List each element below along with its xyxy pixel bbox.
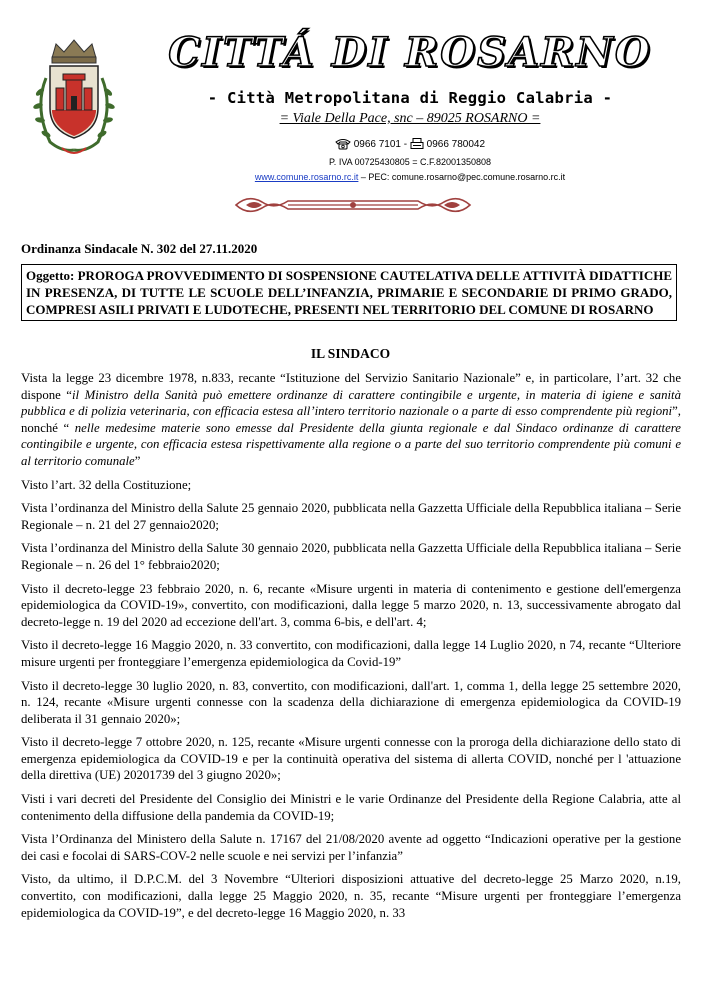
pec-address: – PEC: comune.rosarno@pec.comune.rosarno.rc.it — [358, 172, 566, 182]
fiscal-codes: P. IVA 00725430805 = C.F.82001350808 — [328, 157, 492, 167]
paragraph-constitution: Visto l’art. 32 della Costituzione; — [21, 477, 192, 492]
paragraph-law-833 — [21, 370, 681, 470]
paragraph-decree-33: Visto il decreto-legge 16 Maggio 2020, n. 33 convertito, con modificazioni, dalla legge 14 Luglio 2020, n 74, recante “Ulteriore misure urgenti per fronteggiare l’emergenza epidemiologica da Covid-19” — [21, 638, 681, 669]
paragraph-dpcm: Visti i vari decreti del Presidente del Consiglio dei Ministri e le varie Ordinanze del Presidente della Regione Calabria, atte al contenimento della diffusione della pandemia da COVID-19; — [21, 792, 681, 823]
metro-subtitle: - Città Metropolitana di Reggio Calabria - — [207, 89, 613, 107]
ordinance-number: Ordinanza Sindacale N. 302 del 27.11.2020 — [21, 241, 258, 256]
fax-number: 0966 780042 — [426, 139, 486, 150]
contact-line — [130, 138, 690, 152]
phone-number: 0966 7101 - — [353, 139, 408, 150]
quote-italic: nelle medesime materie sono emesse dal Presidente della giunta regionale e dal Sindaco ordinanze di carattere contingibile e urgente, con efficacia estesa rispettivamente alla regione o a parte del suo territorio comprendente più comuni e al territorio comunale — [21, 420, 681, 468]
text-span: ”, nonché “ — [21, 404, 681, 435]
paragraph-ordinance-30-jan: Vista l’ordinanza del Ministro della Salute 30 gennaio 2020, pubblicata nella Gazzetta Ufficiale della Repubblica italiana – Serie Regionale – n. 26 del 1° febbraio2020; — [21, 541, 681, 572]
address-line: = Viale Della Pace, snc – 89025 ROSARNO = — [279, 111, 541, 126]
fax-icon — [410, 138, 424, 150]
paragraph-dpcm-3-nov: Visto, da ultimo, il D.P.C.M. del 3 Novembre “Ulteriori disposizioni attuative del decreto-legge 25 Marzo 2020, n.19, convertito, con modificazioni, dalla legge 25 Maggio 2020, n. 35, recante “Misure urgenti per fronteggiare l’emergenza epidemiologica da COVID-19”, e del decreto-legge 16 Maggio 2020, n. 33 — [21, 872, 681, 920]
text-span: Vista la legge 23 dicembre 1978, n.833, recante “Istituzione del Servizio Sanitario Nazionale” e, in particolare, l’art. 32 che dispone “ — [21, 371, 681, 402]
city-crest-icon — [28, 38, 120, 162]
paragraph-decree-6: Visto il decreto-legge 23 febbraio 2020, n. 6, recante «Misure urgenti in materia di contenimento e gestione dell'emergenza epidemiologica da COVID-19», convertito, con modificazioni, dalla legge 5 marzo 2020, n. 13, successivamente abrogato dal decreto-legge n. 19 del 2020 ad eccezione dell'art. 3, comma 6-bis, e dell'art. 4; — [21, 581, 681, 629]
telephone-icon — [335, 138, 351, 150]
web-line — [130, 171, 690, 183]
paragraph-decree-125: Visto il decreto-legge 7 ottobre 2020, n. 125, recante «Misure urgenti connesse con la proroga della dichiarazione dello stato di emergenza epidemiologica da COVID-19 e per la continuità operativa del sistema di allerta COVID, nonché per l 'attuazione della direttiva (UE) 20201739 del 3 giugno 2020»; — [21, 735, 681, 783]
document-body — [21, 370, 681, 928]
paragraph-ordinance-25-jan: Vista l’ordinanza del Ministro della Salute 25 gennaio 2020, pubblicata nella Gazzetta Ufficiale della Repubblica italiana – Serie Regionale – n. 21 del 27 gennaio2020; — [21, 501, 681, 532]
ornament-divider-icon — [228, 190, 478, 220]
subject-box: Oggetto: PROROGA PROVVEDIMENTO DI SOSPENSIONE CAUTELATIVA DELLE ATTIVITÀ DIDATTICHE IN PRESENZA, DI TUTTE LE SCUOLE DELL’INFANZIA, PRIMARIE E SECONDARIE DI PRIMO GRADO, COMPRESI ASILI PRIVATI E LUDOTECHE, PRESENTI NEL TERRITORIO DEL COMUNE DI ROSARNO — [21, 264, 677, 321]
city-title: CITTÁ DI ROSARNO — [168, 29, 652, 76]
text-span: ” — [134, 453, 141, 468]
quote-italic: il Ministro della Sanità può emettere ordinanze di carattere contingibile e urgente, in materia di igiene e sanità pubblica e di polizia veterinaria, con efficacia estesa all’intero territorio nazionale o a parte di esso comprendente più regioni — [21, 387, 681, 419]
website-link[interactable]: www.comune.rosarno.rc.it — [254, 172, 359, 182]
paragraph-ordinance-17167: Vista l’Ordinanza del Ministero della Salute n. 17167 del 21/08/2020 avente ad oggetto “Indicazioni operative per la gestione dei casi e focolai di SARS-COV-2 nelle scuole e nei servizi per l’infanzia” — [21, 832, 681, 863]
paragraph-decree-83: Visto il decreto-legge 30 luglio 2020, n. 83, convertito, con modificazioni, dall'art. 1, comma 1, della legge 25 settembre 2020, n. 124, recante «Misure urgenti connesse con la scadenza della dichiarazione di emergenza epidemiologica da COVID-19 deliberata il 31 gennaio 2020»; — [21, 678, 681, 726]
section-heading: IL SINDACO — [310, 346, 391, 361]
